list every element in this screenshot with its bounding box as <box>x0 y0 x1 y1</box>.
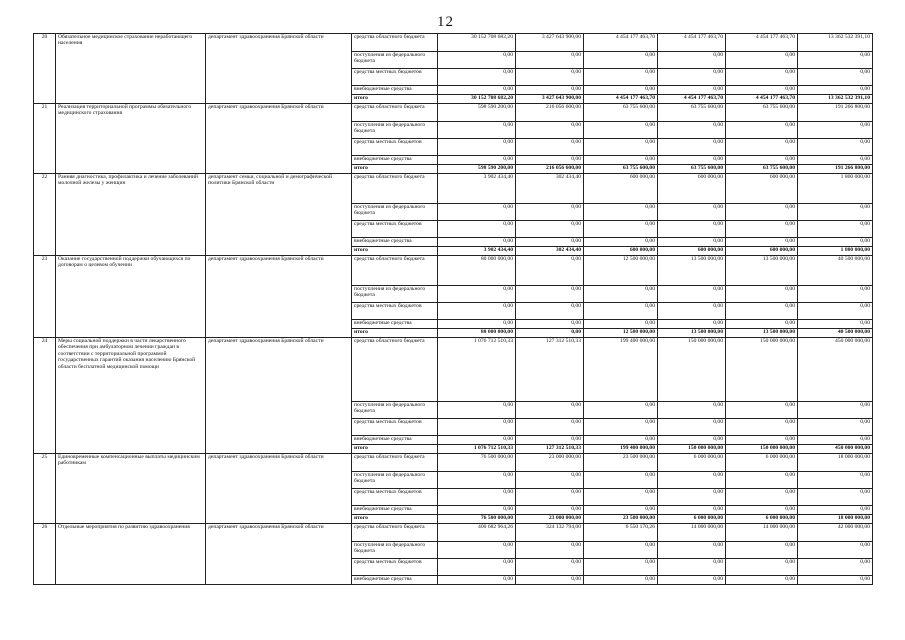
amount-cell: 302 434,40 <box>516 247 584 256</box>
amount-cell: 600 000,00 <box>584 174 658 204</box>
executor-name: департамент здравоохранения Брянской области <box>206 338 352 454</box>
amount-cell: 0,00 <box>658 576 726 585</box>
funding-source: внебюджетные средства <box>352 576 438 585</box>
funding-source: средства областного бюджета <box>352 256 438 286</box>
amount-cell: 40 500 000,00 <box>798 329 873 338</box>
amount-cell: 0,00 <box>438 419 516 436</box>
amount-cell: 42 000 000,00 <box>798 524 873 542</box>
amount-cell: 0,00 <box>726 542 798 559</box>
amount-cell: 1 076 712 510,33 <box>438 445 516 454</box>
amount-cell: 0,00 <box>658 286 726 303</box>
amount-cell: 0,00 <box>438 303 516 320</box>
amount-cell: 6 000 000,00 <box>658 515 726 524</box>
amount-cell: 0,00 <box>658 69 726 86</box>
amount-cell: 0,00 <box>798 303 873 320</box>
amount-cell: 0,00 <box>584 320 658 329</box>
amount-cell: 0,00 <box>516 329 584 338</box>
amount-cell: 6 550 170,26 <box>584 524 658 542</box>
amount-cell: 0,00 <box>798 506 873 515</box>
amount-cell: 3 427 643 900,00 <box>516 34 584 52</box>
amount-cell: 0,00 <box>658 419 726 436</box>
measure-name: Оказание государственной поддержки обучающихся по договорам о целевом обучении <box>56 256 206 338</box>
amount-cell: 0,00 <box>516 472 584 489</box>
amount-cell: 0,00 <box>584 69 658 86</box>
amount-cell: 0,00 <box>584 156 658 165</box>
amount-cell: 0,00 <box>658 489 726 506</box>
amount-cell: 0,00 <box>438 122 516 139</box>
amount-cell: 216 056 600,00 <box>516 165 584 174</box>
amount-cell: 0,00 <box>658 320 726 329</box>
amount-cell: 40 500 000,00 <box>798 256 873 286</box>
amount-cell: 0,00 <box>726 402 798 419</box>
measure-name: Меры социальной поддержки в части лекарственного обеспечения при амбулаторном лечении граждан в соответствии с территориальной программой государственных гарантий оказания населению Брянской области бесплатной медицинской помощи <box>56 338 206 454</box>
measure-name: Отдельные мероприятия по развитию здравоохранения <box>56 524 206 585</box>
amount-cell: 0,00 <box>726 204 798 221</box>
amount-cell: 0,00 <box>798 286 873 303</box>
funding-source: внебюджетные средства <box>352 320 438 329</box>
funding-source: внебюджетные средства <box>352 238 438 247</box>
amount-cell: 6 000 000,00 <box>658 454 726 472</box>
amount-cell: 0,00 <box>584 238 658 247</box>
amount-cell: 0,00 <box>658 472 726 489</box>
table-row <box>34 104 873 122</box>
amount-cell: 199 400 000,00 <box>584 338 658 402</box>
amount-cell: 4 454 177 463,70 <box>658 34 726 52</box>
amount-cell: 12 500 000,00 <box>584 329 658 338</box>
amount-cell: 598 590 200,00 <box>438 165 516 174</box>
amount-cell: 0,00 <box>438 286 516 303</box>
amount-cell: 324 132 794,00 <box>516 524 584 542</box>
amount-cell: 0,00 <box>798 402 873 419</box>
amount-cell: 0,00 <box>584 122 658 139</box>
table-row <box>34 174 873 204</box>
amount-cell: 3 427 643 900,00 <box>516 95 584 104</box>
table-row <box>34 524 873 542</box>
amount-cell: 0,00 <box>658 402 726 419</box>
amount-cell: 23 500 000,00 <box>584 515 658 524</box>
amount-cell: 0,00 <box>516 303 584 320</box>
amount-cell: 63 755 600,00 <box>584 165 658 174</box>
amount-cell: 30 152 708 682,20 <box>438 34 516 52</box>
amount-cell: 30 152 708 682,20 <box>438 95 516 104</box>
executor-name: департамент семьи, социальной и демографической политики Брянской области <box>206 174 352 256</box>
amount-cell: 0,00 <box>516 204 584 221</box>
amount-cell: 191 266 800,00 <box>798 104 873 122</box>
amount-cell: 13 362 532 391,10 <box>798 34 873 52</box>
amount-cell: 0,00 <box>438 238 516 247</box>
funding-source: средства местных бюджетов <box>352 303 438 320</box>
amount-cell: 18 000 000,00 <box>798 454 873 472</box>
amount-cell: 23 500 000,00 <box>584 454 658 472</box>
amount-cell: 0,00 <box>516 402 584 419</box>
amount-cell: 0,00 <box>798 576 873 585</box>
amount-cell: 0,00 <box>726 506 798 515</box>
funding-source: поступления из федерального бюджета <box>352 286 438 303</box>
amount-cell: 0,00 <box>658 238 726 247</box>
amount-cell: 4 454 177 463,70 <box>584 34 658 52</box>
amount-cell: 14 000 000,00 <box>658 524 726 542</box>
funding-source: средства местных бюджетов <box>352 419 438 436</box>
funding-source: средства областного бюджета <box>352 454 438 472</box>
measure-name: Единовременные компенсационные выплаты медицинским работникам <box>56 454 206 524</box>
amount-cell: 12 500 000,00 <box>584 256 658 286</box>
amount-cell: 4 454 177 463,70 <box>726 95 798 104</box>
amount-cell: 0,00 <box>798 86 873 95</box>
amount-cell: 0,00 <box>516 576 584 585</box>
amount-cell: 150 000 000,00 <box>726 338 798 402</box>
amount-cell: 0,00 <box>516 436 584 445</box>
amount-cell: 0,00 <box>516 256 584 286</box>
amount-cell: 0,00 <box>726 139 798 156</box>
funding-source: итого <box>352 165 438 174</box>
amount-cell: 0,00 <box>726 436 798 445</box>
row-number: 20 <box>34 34 56 104</box>
executor-name: департамент здравоохранения Брянской области <box>206 454 352 524</box>
funding-source: итого <box>352 247 438 256</box>
funding-source: средства областного бюджета <box>352 524 438 542</box>
amount-cell: 216 056 600,00 <box>516 104 584 122</box>
funding-source: поступления из федерального бюджета <box>352 472 438 489</box>
amount-cell: 0,00 <box>726 86 798 95</box>
funding-source: поступления из федерального бюджета <box>352 52 438 69</box>
amount-cell: 0,00 <box>584 576 658 585</box>
funding-source: итого <box>352 445 438 454</box>
amount-cell: 0,00 <box>658 86 726 95</box>
amount-cell: 6 000 000,00 <box>726 515 798 524</box>
amount-cell: 0,00 <box>516 238 584 247</box>
amount-cell: 0,00 <box>726 576 798 585</box>
amount-cell: 0,00 <box>726 320 798 329</box>
amount-cell: 0,00 <box>658 542 726 559</box>
measure-name: Ранняя диагностика, профилактика и лечение заболеваний молочной железы у женщин <box>56 174 206 256</box>
amount-cell: 0,00 <box>438 489 516 506</box>
amount-cell: 0,00 <box>798 238 873 247</box>
amount-cell: 0,00 <box>516 506 584 515</box>
amount-cell: 80 000 000,00 <box>438 329 516 338</box>
amount-cell: 0,00 <box>516 320 584 329</box>
table-row <box>34 256 873 286</box>
amount-cell: 63 755 600,00 <box>726 104 798 122</box>
amount-cell: 13 500 000,00 <box>658 329 726 338</box>
row-number: 22 <box>34 174 56 256</box>
funding-source: средства областного бюджета <box>352 104 438 122</box>
row-number: 23 <box>34 256 56 338</box>
amount-cell: 0,00 <box>726 122 798 139</box>
amount-cell: 0,00 <box>584 436 658 445</box>
amount-cell: 0,00 <box>438 559 516 576</box>
funding-source: поступления из федерального бюджета <box>352 122 438 139</box>
amount-cell: 0,00 <box>438 204 516 221</box>
amount-cell: 0,00 <box>438 542 516 559</box>
amount-cell: 0,00 <box>438 86 516 95</box>
amount-cell: 0,00 <box>584 419 658 436</box>
amount-cell: 150 000 000,00 <box>658 445 726 454</box>
amount-cell: 0,00 <box>584 559 658 576</box>
funding-source: внебюджетные средства <box>352 156 438 165</box>
amount-cell: 0,00 <box>726 52 798 69</box>
amount-cell: 0,00 <box>726 559 798 576</box>
amount-cell: 0,00 <box>798 489 873 506</box>
amount-cell: 0,00 <box>658 52 726 69</box>
amount-cell: 63 755 600,00 <box>584 104 658 122</box>
amount-cell: 0,00 <box>658 436 726 445</box>
amount-cell: 80 000 000,00 <box>438 256 516 286</box>
amount-cell: 0,00 <box>438 156 516 165</box>
funding-source: поступления из федерального бюджета <box>352 204 438 221</box>
amount-cell: 450 000 000,00 <box>798 338 873 402</box>
amount-cell: 150 000 000,00 <box>726 445 798 454</box>
amount-cell: 0,00 <box>516 286 584 303</box>
amount-cell: 0,00 <box>658 122 726 139</box>
funding-source: итого <box>352 95 438 104</box>
amount-cell: 150 000 000,00 <box>658 338 726 402</box>
amount-cell: 0,00 <box>798 472 873 489</box>
amount-cell: 0,00 <box>658 139 726 156</box>
amount-cell: 0,00 <box>438 69 516 86</box>
funding-source: средства областного бюджета <box>352 34 438 52</box>
amount-cell: 0,00 <box>726 221 798 238</box>
measure-name: Реализация территориальной программы обязательного медицинского страхования <box>56 104 206 174</box>
amount-cell: 14 000 000,00 <box>726 524 798 542</box>
amount-cell: 0,00 <box>584 472 658 489</box>
amount-cell: 0,00 <box>658 506 726 515</box>
amount-cell: 600 000,00 <box>658 247 726 256</box>
amount-cell: 13 500 000,00 <box>658 256 726 286</box>
amount-cell: 0,00 <box>584 303 658 320</box>
amount-cell: 0,00 <box>516 156 584 165</box>
amount-cell: 0,00 <box>516 559 584 576</box>
amount-cell: 0,00 <box>584 204 658 221</box>
amount-cell: 0,00 <box>726 472 798 489</box>
amount-cell: 0,00 <box>584 286 658 303</box>
amount-cell: 0,00 <box>438 139 516 156</box>
amount-cell: 0,00 <box>798 122 873 139</box>
executor-name: департамент здравоохранения Брянской области <box>206 104 352 174</box>
table-row <box>34 34 873 52</box>
amount-cell: 0,00 <box>516 139 584 156</box>
funding-source: внебюджетные средства <box>352 86 438 95</box>
amount-cell: 199 400 000,00 <box>584 445 658 454</box>
funding-source: средства областного бюджета <box>352 338 438 402</box>
amount-cell: 600 000,00 <box>726 247 798 256</box>
amount-cell: 13 500 000,00 <box>726 329 798 338</box>
amount-cell: 0,00 <box>516 489 584 506</box>
amount-cell: 0,00 <box>584 402 658 419</box>
executor-name: департамент здравоохранения Брянской области <box>206 524 352 585</box>
amount-cell: 0,00 <box>584 542 658 559</box>
amount-cell: 13 500 000,00 <box>726 256 798 286</box>
row-number: 25 <box>34 454 56 524</box>
amount-cell: 76 500 000,00 <box>438 454 516 472</box>
amount-cell: 0,00 <box>438 221 516 238</box>
row-number: 21 <box>34 104 56 174</box>
amount-cell: 0,00 <box>798 559 873 576</box>
amount-cell: 0,00 <box>516 52 584 69</box>
amount-cell: 0,00 <box>438 320 516 329</box>
amount-cell: 0,00 <box>798 69 873 86</box>
amount-cell: 0,00 <box>516 221 584 238</box>
amount-cell: 3 902 434,40 <box>438 247 516 256</box>
amount-cell: 0,00 <box>516 122 584 139</box>
amount-cell: 0,00 <box>798 156 873 165</box>
funding-source: средства местных бюджетов <box>352 139 438 156</box>
amount-cell: 3 902 434,40 <box>438 174 516 204</box>
amount-cell: 4 454 177 463,70 <box>584 95 658 104</box>
amount-cell: 191 266 800,00 <box>798 165 873 174</box>
amount-cell: 0,00 <box>658 303 726 320</box>
amount-cell: 600 000,00 <box>584 247 658 256</box>
amount-cell: 0,00 <box>438 52 516 69</box>
amount-cell: 0,00 <box>438 472 516 489</box>
amount-cell: 0,00 <box>584 506 658 515</box>
amount-cell: 127 312 510,33 <box>516 338 584 402</box>
amount-cell: 0,00 <box>798 221 873 238</box>
amount-cell: 1 800 000,00 <box>798 247 873 256</box>
amount-cell: 0,00 <box>798 139 873 156</box>
table-row <box>34 454 873 472</box>
amount-cell: 0,00 <box>658 221 726 238</box>
amount-cell: 0,00 <box>658 559 726 576</box>
row-number: 24 <box>34 338 56 454</box>
amount-cell: 0,00 <box>584 139 658 156</box>
funding-source: средства местных бюджетов <box>352 69 438 86</box>
amount-cell: 0,00 <box>584 52 658 69</box>
amount-cell: 0,00 <box>584 221 658 238</box>
amount-cell: 6 000 000,00 <box>726 454 798 472</box>
amount-cell: 76 500 000,00 <box>438 515 516 524</box>
amount-cell: 0,00 <box>726 286 798 303</box>
funding-source: средства местных бюджетов <box>352 221 438 238</box>
amount-cell: 0,00 <box>726 303 798 320</box>
amount-cell: 0,00 <box>438 436 516 445</box>
amount-cell: 18 000 000,00 <box>798 515 873 524</box>
amount-cell: 0,00 <box>726 156 798 165</box>
funding-source: средства местных бюджетов <box>352 489 438 506</box>
amount-cell: 4 454 177 463,70 <box>658 95 726 104</box>
amount-cell: 4 454 177 463,70 <box>726 34 798 52</box>
funding-source: средства областного бюджета <box>352 174 438 204</box>
budget-table <box>33 33 873 585</box>
amount-cell: 1 800 000,00 <box>798 174 873 204</box>
amount-cell: 0,00 <box>584 86 658 95</box>
amount-cell: 13 362 532 391,10 <box>798 95 873 104</box>
funding-source: итого <box>352 515 438 524</box>
amount-cell: 302 434,40 <box>516 174 584 204</box>
amount-cell: 0,00 <box>798 542 873 559</box>
table-row <box>34 338 873 402</box>
amount-cell: 23 000 000,00 <box>516 454 584 472</box>
amount-cell: 23 000 000,00 <box>516 515 584 524</box>
amount-cell: 127 312 510,33 <box>516 445 584 454</box>
amount-cell: 450 000 000,00 <box>798 445 873 454</box>
executor-name: департамент здравоохранения Брянской области <box>206 256 352 338</box>
amount-cell: 0,00 <box>516 86 584 95</box>
funding-source: средства местных бюджетов <box>352 559 438 576</box>
amount-cell: 0,00 <box>798 419 873 436</box>
table-body <box>34 34 873 585</box>
amount-cell: 0,00 <box>438 402 516 419</box>
funding-source: поступления из федерального бюджета <box>352 402 438 419</box>
row-number: 26 <box>34 524 56 585</box>
amount-cell: 63 755 600,00 <box>726 165 798 174</box>
amount-cell: 0,00 <box>798 436 873 445</box>
funding-source: внебюджетные средства <box>352 506 438 515</box>
amount-cell: 1 076 712 510,33 <box>438 338 516 402</box>
amount-cell: 0,00 <box>726 69 798 86</box>
amount-cell: 0,00 <box>516 542 584 559</box>
amount-cell: 600 000,00 <box>726 174 798 204</box>
executor-name: департамент здравоохранения Брянской области <box>206 34 352 104</box>
amount-cell: 63 755 600,00 <box>658 104 726 122</box>
amount-cell: 600 000,00 <box>658 174 726 204</box>
page-number: 12 <box>437 14 454 30</box>
amount-cell: 0,00 <box>726 489 798 506</box>
amount-cell: 0,00 <box>798 52 873 69</box>
amount-cell: 0,00 <box>798 320 873 329</box>
amount-cell: 0,00 <box>726 419 798 436</box>
amount-cell: 0,00 <box>438 576 516 585</box>
funding-source: итого <box>352 329 438 338</box>
amount-cell: 0,00 <box>658 156 726 165</box>
measure-name: Обязательное медицинское страхование неработающего населения <box>56 34 206 104</box>
funding-source: поступления из федерального бюджета <box>352 542 438 559</box>
amount-cell: 0,00 <box>584 489 658 506</box>
amount-cell: 0,00 <box>798 204 873 221</box>
amount-cell: 0,00 <box>516 419 584 436</box>
amount-cell: 63 755 600,00 <box>658 165 726 174</box>
amount-cell: 0,00 <box>516 69 584 86</box>
amount-cell: 0,00 <box>658 204 726 221</box>
amount-cell: 0,00 <box>438 506 516 515</box>
amount-cell: 598 590 200,00 <box>438 104 516 122</box>
amount-cell: 0,00 <box>726 238 798 247</box>
funding-source: внебюджетные средства <box>352 436 438 445</box>
amount-cell: 400 682 964,26 <box>438 524 516 542</box>
